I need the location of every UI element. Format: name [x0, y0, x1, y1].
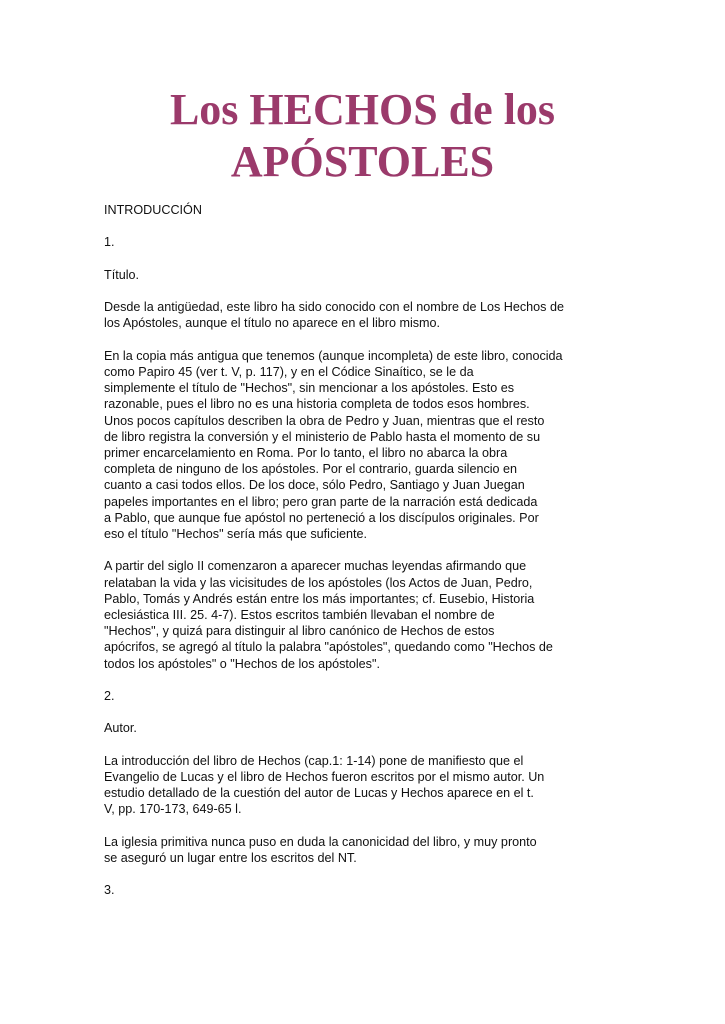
document-body: [104, 202, 564, 915]
paragraph-3: [104, 558, 554, 671]
paragraph-1: [104, 299, 564, 331]
title-line-1: Los HECHOS de los: [169, 85, 556, 134]
paragraph-line: cuanto a casi todos ellos. De los doce, sólo Pedro, Santiago y Juan Juegan: [104, 478, 525, 493]
paragraph-line: estudio detallado de la cuestión del autor de Lucas y Hechos aparece en el t.: [104, 786, 534, 801]
paragraph-line: La iglesia primitiva nunca puso en duda la canonicidad del libro, y muy pronto: [104, 834, 537, 849]
paragraph-line: Pablo, Tomás y Andrés están entre los más importantes; cf. Eusebio, Historia: [104, 591, 535, 606]
paragraph-line: todos los apóstoles" o "Hechos de los apóstoles".: [104, 656, 380, 671]
paragraph-line: Unos pocos capítulos describen la obra de Pedro y Juan, mientras que el resto: [104, 413, 545, 428]
paragraph-line: de libro registra la conversión y el ministerio de Pablo hasta el momento de su: [104, 429, 541, 444]
title-line-2: APÓSTOLES: [230, 137, 495, 186]
paragraph-line: los Apóstoles, aunque el título no aparece en el libro mismo.: [104, 316, 441, 331]
paragraph-line: a Pablo, que aunque fue apóstol no perteneció a los discípulos originales. Por: [104, 510, 539, 525]
paragraph-line: En la copia más antigua que tenemos (aunque incompleta) de este libro, conocida: [104, 348, 563, 363]
paragraph-line: Desde la antigüedad, este libro ha sido conocido con el nombre de Los Hechos de: [104, 300, 564, 315]
paragraph-line: V, pp. 170-173, 649-65 l.: [104, 802, 242, 817]
section-3-number: 3.: [104, 883, 115, 898]
paragraph-5: [104, 834, 554, 866]
intro-heading: INTRODUCCIÓN: [104, 203, 202, 217]
paragraph-line: A partir del siglo II comenzaron a aparecer muchas leyendas afirmando que: [104, 559, 527, 574]
paragraph-line: La introducción del libro de Hechos (cap.1: 1-14) pone de manifiesto que el: [104, 753, 524, 768]
paragraph-line: relataban la vida y las vicisitudes de los apóstoles (los Actos de Juan, Pedro,: [104, 575, 533, 590]
paragraph-line: razonable, pues el libro no es una historia completa de todos esos hombres.: [104, 397, 530, 412]
section-2-number: 2.: [104, 689, 115, 703]
paragraph-line: "Hechos", y quizá para distinguir al libro canónico de Hechos de estos: [104, 624, 495, 639]
paragraph-line: eso el título "Hechos" sería más que suficiente.: [104, 527, 368, 541]
paragraph-line: Evangelio de Lucas y el libro de Hechos fueron escritos por el mismo autor. Un: [104, 769, 545, 784]
paragraph-4: [104, 753, 554, 818]
paragraph-2: [104, 348, 563, 542]
document-title: [0, 84, 725, 188]
section-1-heading: Título.: [104, 267, 139, 282]
paragraph-line: papeles importantes en el libro; pero gran parte de la narración está dedicada: [104, 494, 538, 509]
paragraph-line: como Papiro 45 (ver t. V, p. 117), y en el Códice Sinaítico, se le da: [104, 364, 474, 379]
paragraph-line: primer encarcelamiento en Roma. Por lo tanto, el libro no abarca la obra: [104, 445, 508, 460]
section-2-heading: Autor.: [104, 721, 137, 736]
paragraph-line: apócrifos, se agregó al título la palabra "apóstoles", quedando como "Hechos de: [104, 640, 553, 655]
paragraph-line: eclesiástica III. 25. 4-7). Estos escritos también llevaban el nombre de: [104, 608, 495, 622]
paragraph-line: se aseguró un lugar entre los escritos del NT.: [104, 850, 357, 865]
paragraph-line: simplemente el título de "Hechos", sin mencionar a los apóstoles. Esto es: [104, 381, 515, 396]
paragraph-line: completa de ninguno de los apóstoles. Por el contrario, guarda silencio en: [104, 462, 518, 477]
section-1-number: 1.: [104, 235, 115, 250]
